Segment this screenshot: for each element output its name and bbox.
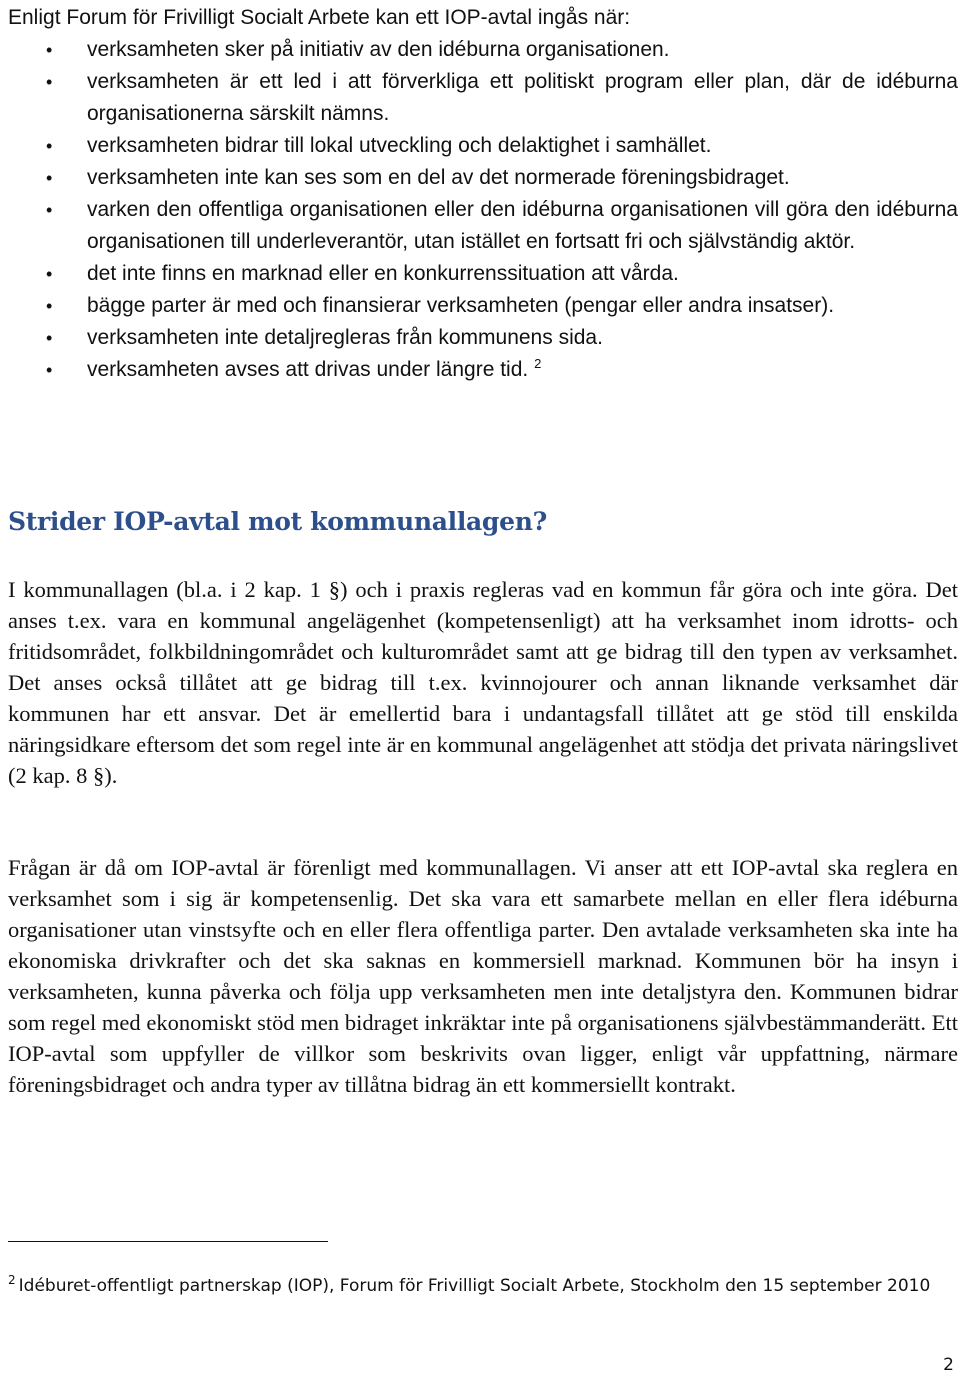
bullet-icon: • xyxy=(46,328,53,348)
bullet-icon: • xyxy=(46,296,53,316)
footnote-text: Idéburet-offentligt partnerskap (IOP), Forum för Frivilligt Socialt Arbete, Stockholm den 15 september 2010 xyxy=(18,1276,931,1296)
list-item-text: verksamheten avses att drivas under längre tid. xyxy=(87,358,529,381)
bullet-icon: • xyxy=(46,264,53,284)
list-item xyxy=(8,34,958,66)
intro-text: Enligt Forum för Frivilligt Socialt Arbete kan ett IOP-avtal ingås när: xyxy=(8,6,631,29)
bullet-icon: • xyxy=(46,40,53,60)
body-paragraph: I kommunallagen (bl.a. i 2 kap. 1 §) och i praxis regleras vad en kommun får göra och inte göra. Det anses t.ex. vara en kommunal angelägenhet (kompetensenligt) att ha verksamhet inom idrotts- och fritidsområdet, folkbildningområdet och kulturområdet samt att ge bidrag till den typen av verksamhet. Det anses också tillåtet att ge bidrag till t.ex. kvinnojourer och annan liknande verksamhet där kommunen har ett ansvar. Det är emellertid bara i undantagsfall tillåtet att ge stöd till enskilda näringsidkare eftersom det som regel inte är en kommunal angelägenhet att stödja det privata näringslivet (2 kap. 8 §). xyxy=(8,577,958,788)
bullet-icon: • xyxy=(46,72,53,92)
list-item-text: verksamheten bidrar till lokal utveckling och delaktighet i samhället. xyxy=(87,134,712,157)
bullet-icon: • xyxy=(46,360,53,380)
list-item xyxy=(8,354,958,386)
page-number: 2 xyxy=(943,1355,954,1375)
footnote-reference[interactable]: 2 xyxy=(534,356,542,371)
list-item xyxy=(8,66,958,130)
list-item-text: verksamheten är ett led i att förverkliga ett politiskt program eller plan, där de idéburna organisationerna särskilt nämns. xyxy=(87,70,958,125)
list-item xyxy=(8,162,958,194)
footnote xyxy=(8,1270,958,1302)
list-item xyxy=(8,194,958,258)
bullet-icon: • xyxy=(46,200,53,220)
list-item xyxy=(8,290,958,322)
criteria-list xyxy=(8,34,958,386)
list-item xyxy=(8,322,958,354)
section-heading: Strider IOP-avtal mot kommunallagen? xyxy=(8,507,547,536)
list-item-text: verksamheten inte detaljregleras från kommunens sida. xyxy=(87,326,603,349)
list-item-text: verksamheten inte kan ses som en del av det normerade föreningsbidraget. xyxy=(87,166,790,189)
bullet-icon: • xyxy=(46,136,53,156)
list-item-text: verksamheten sker på initiativ av den idéburna organisationen. xyxy=(87,38,670,61)
list-item-text: bägge parter är med och finansierar verksamheten (pengar eller andra insatser). xyxy=(87,294,835,317)
list-item-text: det inte finns en marknad eller en konkurrenssituation att vårda. xyxy=(87,262,679,285)
list-item-text: varken den offentliga organisationen eller den idéburna organisationen vill göra den idéburna organisationen till underleverantör, utan istället en fortsatt fri och självständig aktör. xyxy=(87,198,958,253)
footnote-divider xyxy=(8,1241,328,1242)
body-paragraph: Frågan är då om IOP-avtal är förenligt med kommunallagen. Vi anser att ett IOP-avtal ska reglera en verksamhet som i sig är kompetensenlig. Det ska vara ett samarbete mellan en eller flera idéburna organisationer utan vinstsyfte och en eller flera offentliga parter. Den avtalade verksamheten ska inte ha ekonomiska drivkrafter och det ska saknas en kommersiell marknad. Kommunen bör ha insyn i verksamheten, kunna påverka och följa upp verksamheten men inte detaljstyra den. Kommunen bidrar som regel med ekonomiskt stöd men bidraget inkräktar inte på organisationens självbestämmanderätt. Ett IOP-avtal som uppfyller de villkor som beskrivits ovan ligger, enligt vår uppfattning, närmare föreningsbidraget och andra typer av tillåtna bidrag än ett kommersiellt kontrakt. xyxy=(8,855,958,1097)
footnote-number: 2 xyxy=(8,1273,16,1288)
bullet-icon: • xyxy=(46,168,53,188)
list-item xyxy=(8,130,958,162)
list-item xyxy=(8,258,958,290)
